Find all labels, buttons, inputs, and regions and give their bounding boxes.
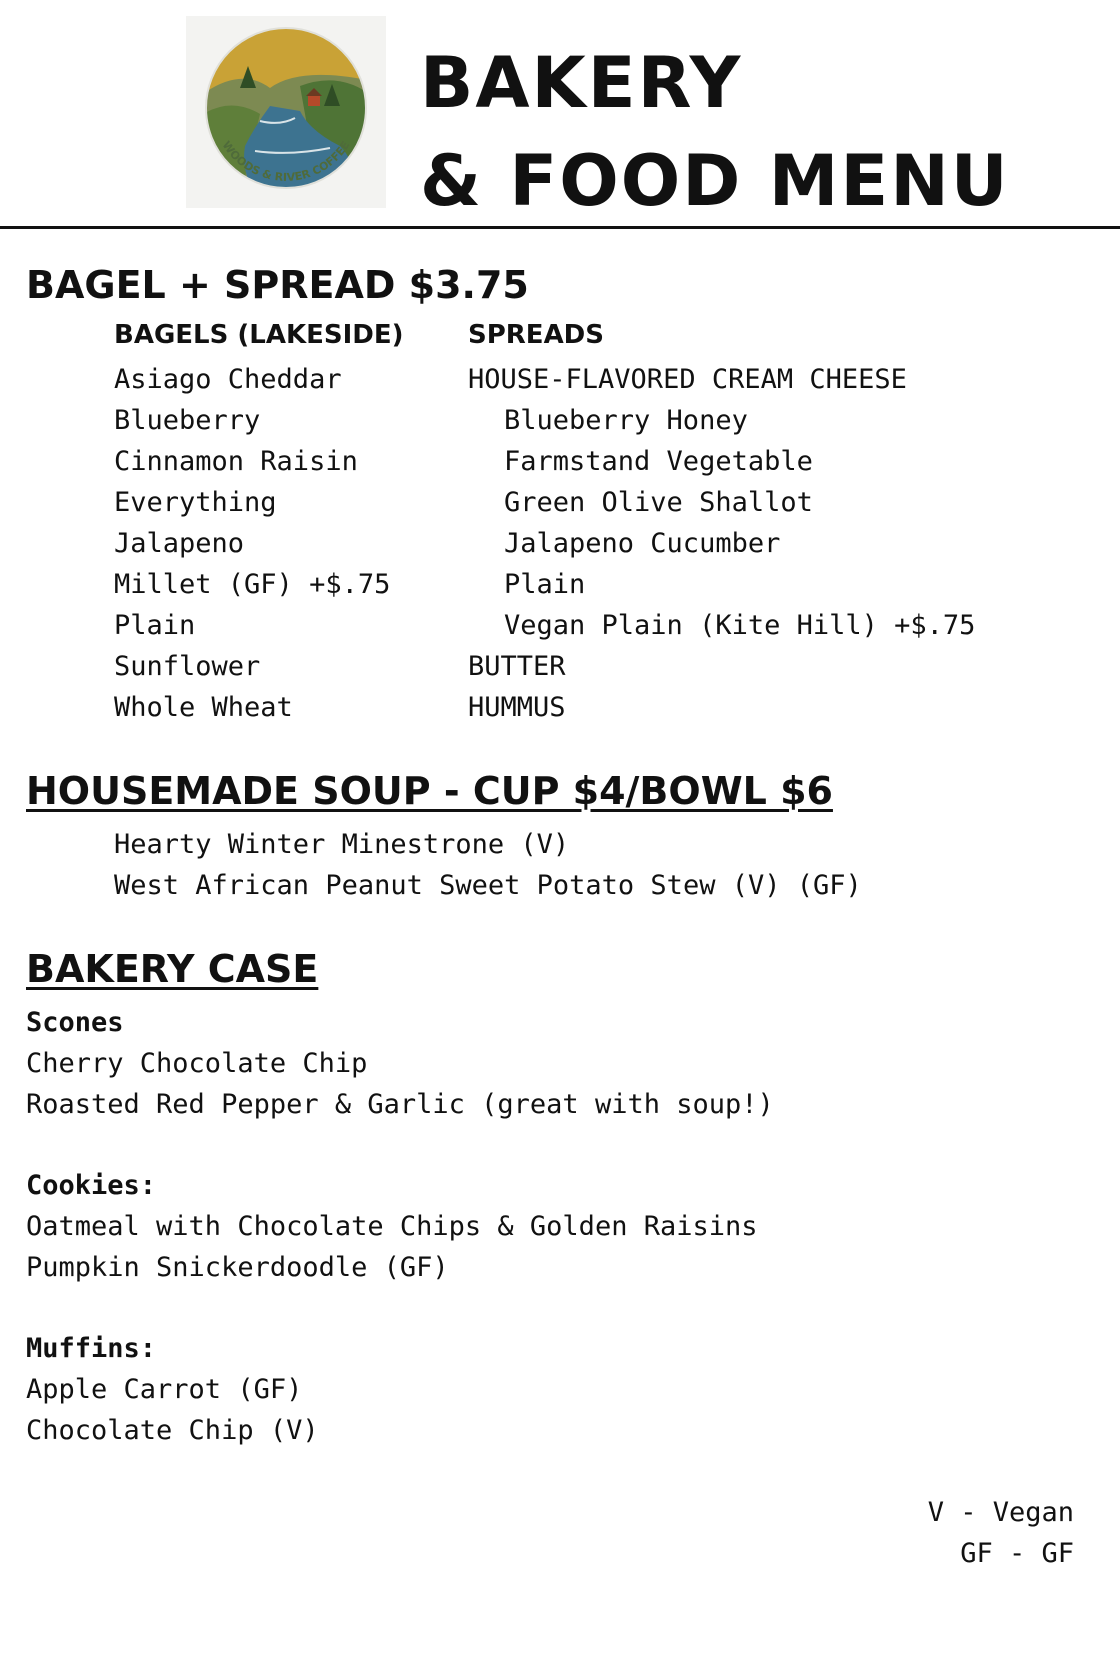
soup-heading: HOUSEMADE SOUP - CUP $4/BOWL $6 [26, 769, 833, 813]
bagel-item: Plain [114, 610, 196, 641]
spread-item: Vegan Plain (Kite Hill) +$.75 [504, 610, 976, 641]
spread-item: BUTTER [468, 651, 566, 682]
bagel-item: Jalapeno [114, 528, 245, 559]
spreads-column-header: SPREADS [468, 320, 604, 350]
dietary-legend [928, 1492, 1074, 1574]
scone-item: Roasted Red Pepper & Garlic (great with soup!) [26, 1089, 774, 1120]
muffins-list [26, 1369, 319, 1451]
scones-label: Scones [26, 1007, 124, 1038]
bagel-list [114, 359, 390, 728]
bagel-item: Sunflower [114, 651, 261, 682]
spread-item: Green Olive Shallot [504, 487, 813, 518]
title-line-2: & FOOD MENU [420, 140, 1010, 222]
bagel-item: Millet (GF) +$.75 [114, 569, 391, 600]
spread-item: HOUSE-FLAVORED CREAM CHEESE [468, 364, 907, 395]
spread-list [468, 359, 975, 728]
bagel-item: Whole Wheat [114, 692, 293, 723]
spread-item: HUMMUS [468, 692, 566, 723]
bagel-item: Blueberry [114, 405, 261, 436]
spread-item: Jalapeno Cucumber [504, 528, 781, 559]
spread-item: Farmstand Vegetable [504, 446, 813, 477]
legend-vegan: V - Vegan [927, 1497, 1074, 1528]
cookies-label: Cookies: [26, 1170, 157, 1201]
muffins-label: Muffins: [26, 1333, 157, 1364]
soup-item: West African Peanut Sweet Potato Stew (V) (GF) [114, 870, 862, 901]
page-title [420, 34, 1010, 230]
bagel-item: Everything [114, 487, 277, 518]
spread-item: Blueberry Honey [504, 405, 748, 436]
bagel-item: Asiago Cheddar [114, 364, 342, 395]
cookie-item: Pumpkin Snickerdoodle (GF) [26, 1252, 449, 1283]
title-line-1: BAKERY [420, 42, 743, 124]
soup-item: Hearty Winter Minestrone (V) [114, 829, 570, 860]
logo [186, 16, 386, 208]
muffin-item: Chocolate Chip (V) [26, 1415, 319, 1446]
scones-list [26, 1043, 774, 1125]
soup-list [114, 824, 862, 906]
legend-gluten-free: GF - GF [960, 1538, 1074, 1569]
scone-item: Cherry Chocolate Chip [26, 1048, 368, 1079]
logo-text: WOODS & RIVER COFFEE [219, 138, 353, 184]
bagel-item: Cinnamon Raisin [114, 446, 358, 477]
woods-river-logo-icon [200, 26, 372, 198]
cookies-list [26, 1206, 758, 1288]
bakery-case-heading: BAKERY CASE [26, 947, 319, 991]
cookie-item: Oatmeal with Chocolate Chips & Golden Raisins [26, 1211, 758, 1242]
bagel-heading: BAGEL + SPREAD $3.75 [26, 263, 529, 307]
header-divider [0, 226, 1120, 229]
bagels-column-header: BAGELS (LAKESIDE) [114, 320, 404, 350]
muffin-item: Apple Carrot (GF) [26, 1374, 303, 1405]
spread-item: Plain [504, 569, 586, 600]
